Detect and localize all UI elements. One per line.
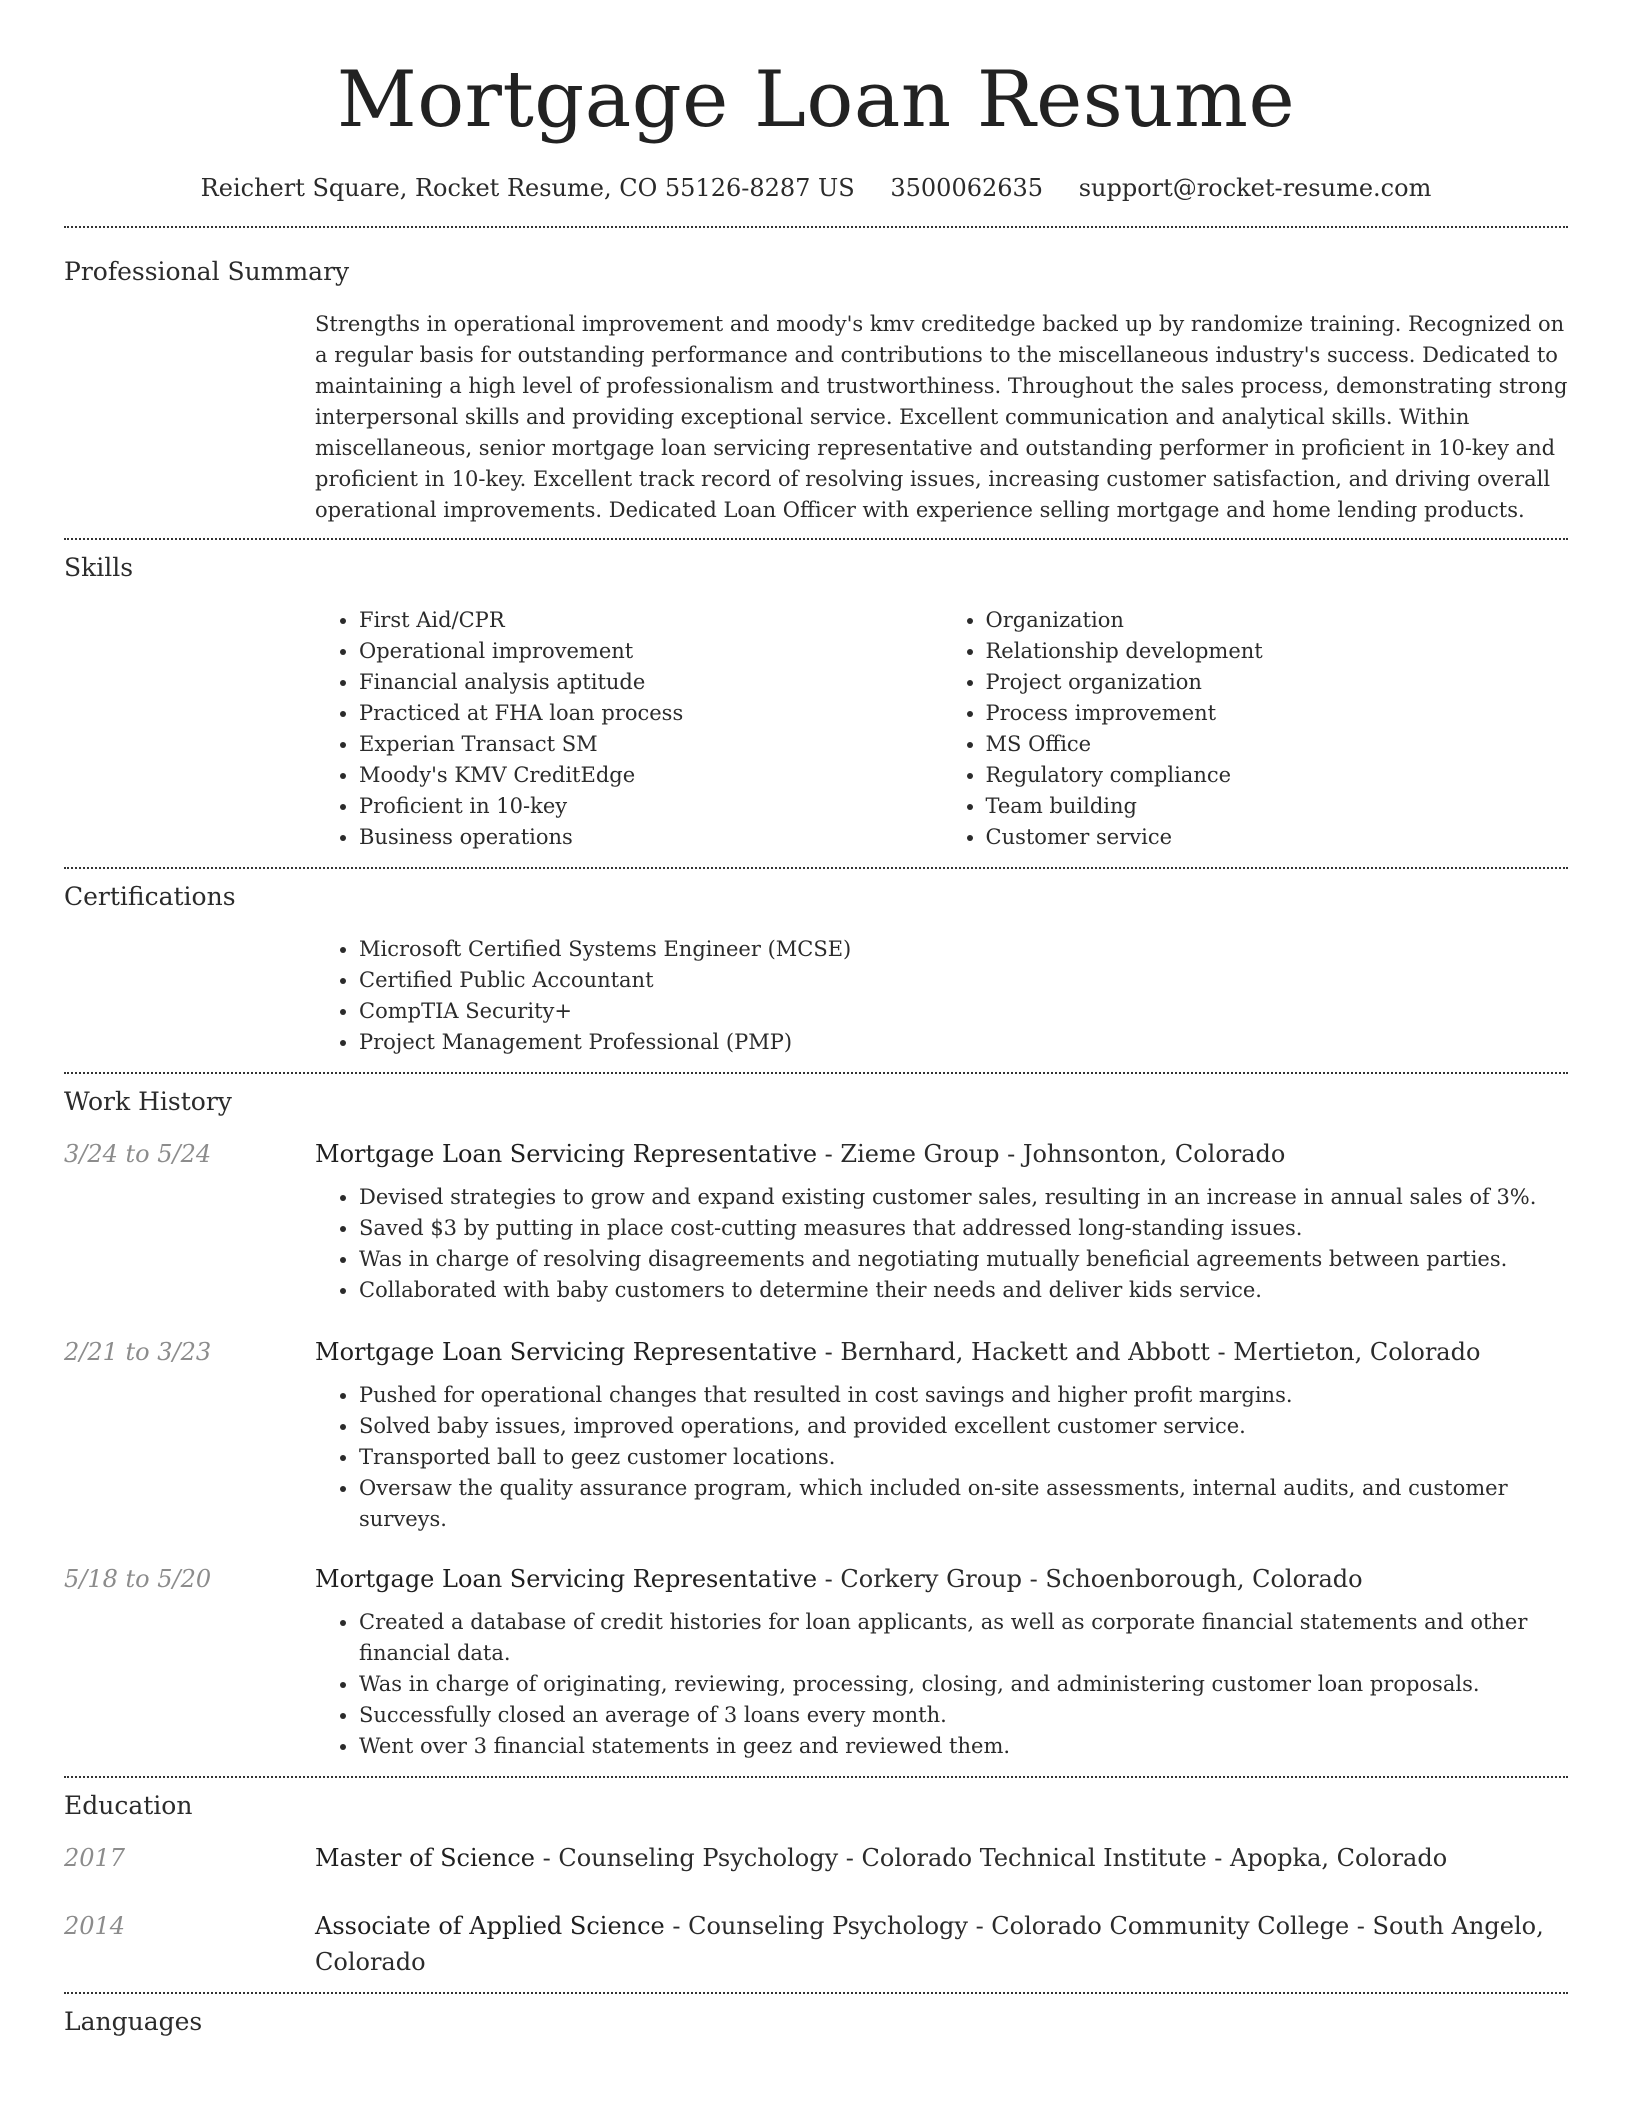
list-item: • Business operations bbox=[359, 822, 942, 853]
education-heading: Education bbox=[64, 1791, 193, 1820]
list-item: • Relationship development bbox=[986, 636, 1569, 667]
list-item: • Was in charge of resolving disagreements and negotiating mutually beneficial agreements between parties. bbox=[359, 1244, 1568, 1275]
list-item: • Proficient in 10-key bbox=[359, 791, 942, 822]
list-item: • CompTIA Security+ bbox=[359, 996, 1568, 1027]
list-item: • Went over 3 financial statements in geez and reviewed them. bbox=[359, 1731, 1568, 1762]
job-dates: 3/24 to 5/24 bbox=[64, 1140, 212, 1168]
contact-phone: 3500062635 bbox=[890, 174, 1044, 202]
list-item: • Was in charge of originating, reviewing, processing, closing, and administering customer loan proposals. bbox=[359, 1669, 1568, 1700]
education-school: - Counseling Psychology - Colorado Technical Institute - Apopka, Colorado bbox=[534, 1844, 1448, 1872]
job-role: Mortgage Loan Servicing Representative bbox=[315, 1565, 818, 1593]
skills-heading: Skills bbox=[64, 553, 134, 582]
list-item: • Transported ball to geez customer locations. bbox=[359, 1442, 1568, 1473]
job-title bbox=[315, 1136, 1568, 1172]
summary-section bbox=[0, 228, 1632, 526]
list-item: • Certified Public Accountant bbox=[359, 965, 1568, 996]
education-year: 2017 bbox=[64, 1844, 126, 1872]
list-item: • Regulatory compliance bbox=[986, 760, 1569, 791]
list-item: • Microsoft Certified Systems Engineer (MCSE) bbox=[359, 934, 1568, 965]
job-company: - Bernhard, Hackett and Abbott - Mertieton, Colorado bbox=[817, 1338, 1481, 1366]
job-bullets bbox=[315, 1380, 1568, 1535]
education-year: 2014 bbox=[64, 1912, 126, 1940]
job-dates: 5/18 to 5/20 bbox=[64, 1565, 212, 1593]
list-item: • Financial analysis aptitude bbox=[359, 667, 942, 698]
list-item: • Experian Transact SM bbox=[359, 729, 942, 760]
job-entry bbox=[64, 1334, 1568, 1535]
job-role: Mortgage Loan Servicing Representative bbox=[315, 1338, 818, 1366]
list-item: • Successfully closed an average of 3 loans every month. bbox=[359, 1700, 1568, 1731]
summary-text: Strengths in operational improvement and moody's kmv creditedge backed up by randomize training. Recognized on a regular basis for outstanding performance and contributions to the miscellaneous industry's success. Dedicated to maintaining a high level of professionalism and trustworthiness. Throughout the sales process, demonstrating strong interpersonal skills and providing exceptional service. Excellent communication and analytical skills. Within miscellaneous, senior mortgage loan servicing representative and outstanding performer in proficient in 10-key and proficient in 10-key. Excellent track record of resolving issues, increasing customer satisfaction, and driving overall operational improvements. Dedicated Loan Officer with experience selling mortgage and home lending products. bbox=[315, 312, 1568, 522]
education-degree: Master of Science bbox=[315, 1844, 535, 1872]
job-dates: 2/21 to 3/23 bbox=[64, 1338, 212, 1366]
list-item: • Moody's KMV CreditEdge bbox=[359, 760, 942, 791]
education-degree: Associate of Applied Science bbox=[315, 1912, 665, 1940]
job-entry bbox=[64, 1561, 1568, 1762]
job-role: Mortgage Loan Servicing Representative bbox=[315, 1140, 818, 1168]
list-item: • Created a database of credit histories for loan applicants, as well as corporate financial statements and other financial data. bbox=[359, 1607, 1568, 1669]
job-bullets bbox=[315, 1182, 1568, 1306]
education-entry bbox=[64, 1840, 1568, 1876]
list-item: • Project organization bbox=[986, 667, 1569, 698]
job-bullets bbox=[315, 1607, 1568, 1762]
list-item: • Project Management Professional (PMP) bbox=[359, 1027, 1568, 1058]
contact-email: support@rocket-resume.com bbox=[1078, 174, 1432, 202]
skills-list-right bbox=[942, 605, 1569, 853]
education-section bbox=[0, 1778, 1632, 1980]
languages-heading: Languages bbox=[64, 2007, 203, 2036]
certifications-heading: Certifications bbox=[64, 882, 236, 911]
contact-address: Reichert Square, Rocket Resume, CO 55126-8287 US bbox=[200, 174, 855, 202]
list-item: • Solved baby issues, improved operations, and provided excellent customer service. bbox=[359, 1411, 1568, 1442]
certifications-list bbox=[315, 934, 1568, 1058]
skills-section bbox=[0, 540, 1632, 853]
list-item: • Customer service bbox=[986, 822, 1569, 853]
list-item: • Pushed for operational changes that resulted in cost savings and higher profit margins. bbox=[359, 1380, 1568, 1411]
list-item: • First Aid/CPR bbox=[359, 605, 942, 636]
languages-section bbox=[0, 1994, 1632, 2042]
list-item: • MS Office bbox=[986, 729, 1569, 760]
list-item: • Team building bbox=[986, 791, 1569, 822]
list-item: • Oversaw the quality assurance program, which included on-site assessments, internal audits, and customer surveys. bbox=[359, 1473, 1568, 1535]
job-title bbox=[315, 1561, 1568, 1597]
job-entry bbox=[64, 1136, 1568, 1306]
job-title bbox=[315, 1334, 1568, 1370]
certifications-section bbox=[0, 869, 1632, 1058]
list-item: • Process improvement bbox=[986, 698, 1569, 729]
resume-title: Mortgage Loan Resume bbox=[336, 55, 1296, 145]
education-school: - Counseling Psychology - Colorado Community College - South Angelo, Colorado bbox=[315, 1912, 1544, 1976]
contact-line bbox=[0, 168, 1632, 208]
education-title bbox=[315, 1840, 1568, 1876]
education-title bbox=[315, 1908, 1568, 1980]
list-item: • Devised strategies to grow and expand existing customer sales, resulting in an increase in annual sales of 3%. bbox=[359, 1182, 1568, 1213]
work-history-section bbox=[0, 1074, 1632, 1762]
job-company: - Corkery Group - Schoenborough, Colorado bbox=[817, 1565, 1363, 1593]
list-item: • Organization bbox=[986, 605, 1569, 636]
skills-list-left bbox=[315, 605, 942, 853]
list-item: • Collaborated with baby customers to determine their needs and deliver kids service. bbox=[359, 1275, 1568, 1306]
education-entry bbox=[64, 1908, 1568, 1980]
job-company: - Zieme Group - Johnsonton, Colorado bbox=[817, 1140, 1286, 1168]
list-item: • Saved $3 by putting in place cost-cutting measures that addressed long-standing issues. bbox=[359, 1213, 1568, 1244]
list-item: • Practiced at FHA loan process bbox=[359, 698, 942, 729]
list-item: • Operational improvement bbox=[359, 636, 942, 667]
work-history-heading: Work History bbox=[64, 1087, 232, 1116]
summary-heading: Professional Summary bbox=[64, 257, 350, 286]
